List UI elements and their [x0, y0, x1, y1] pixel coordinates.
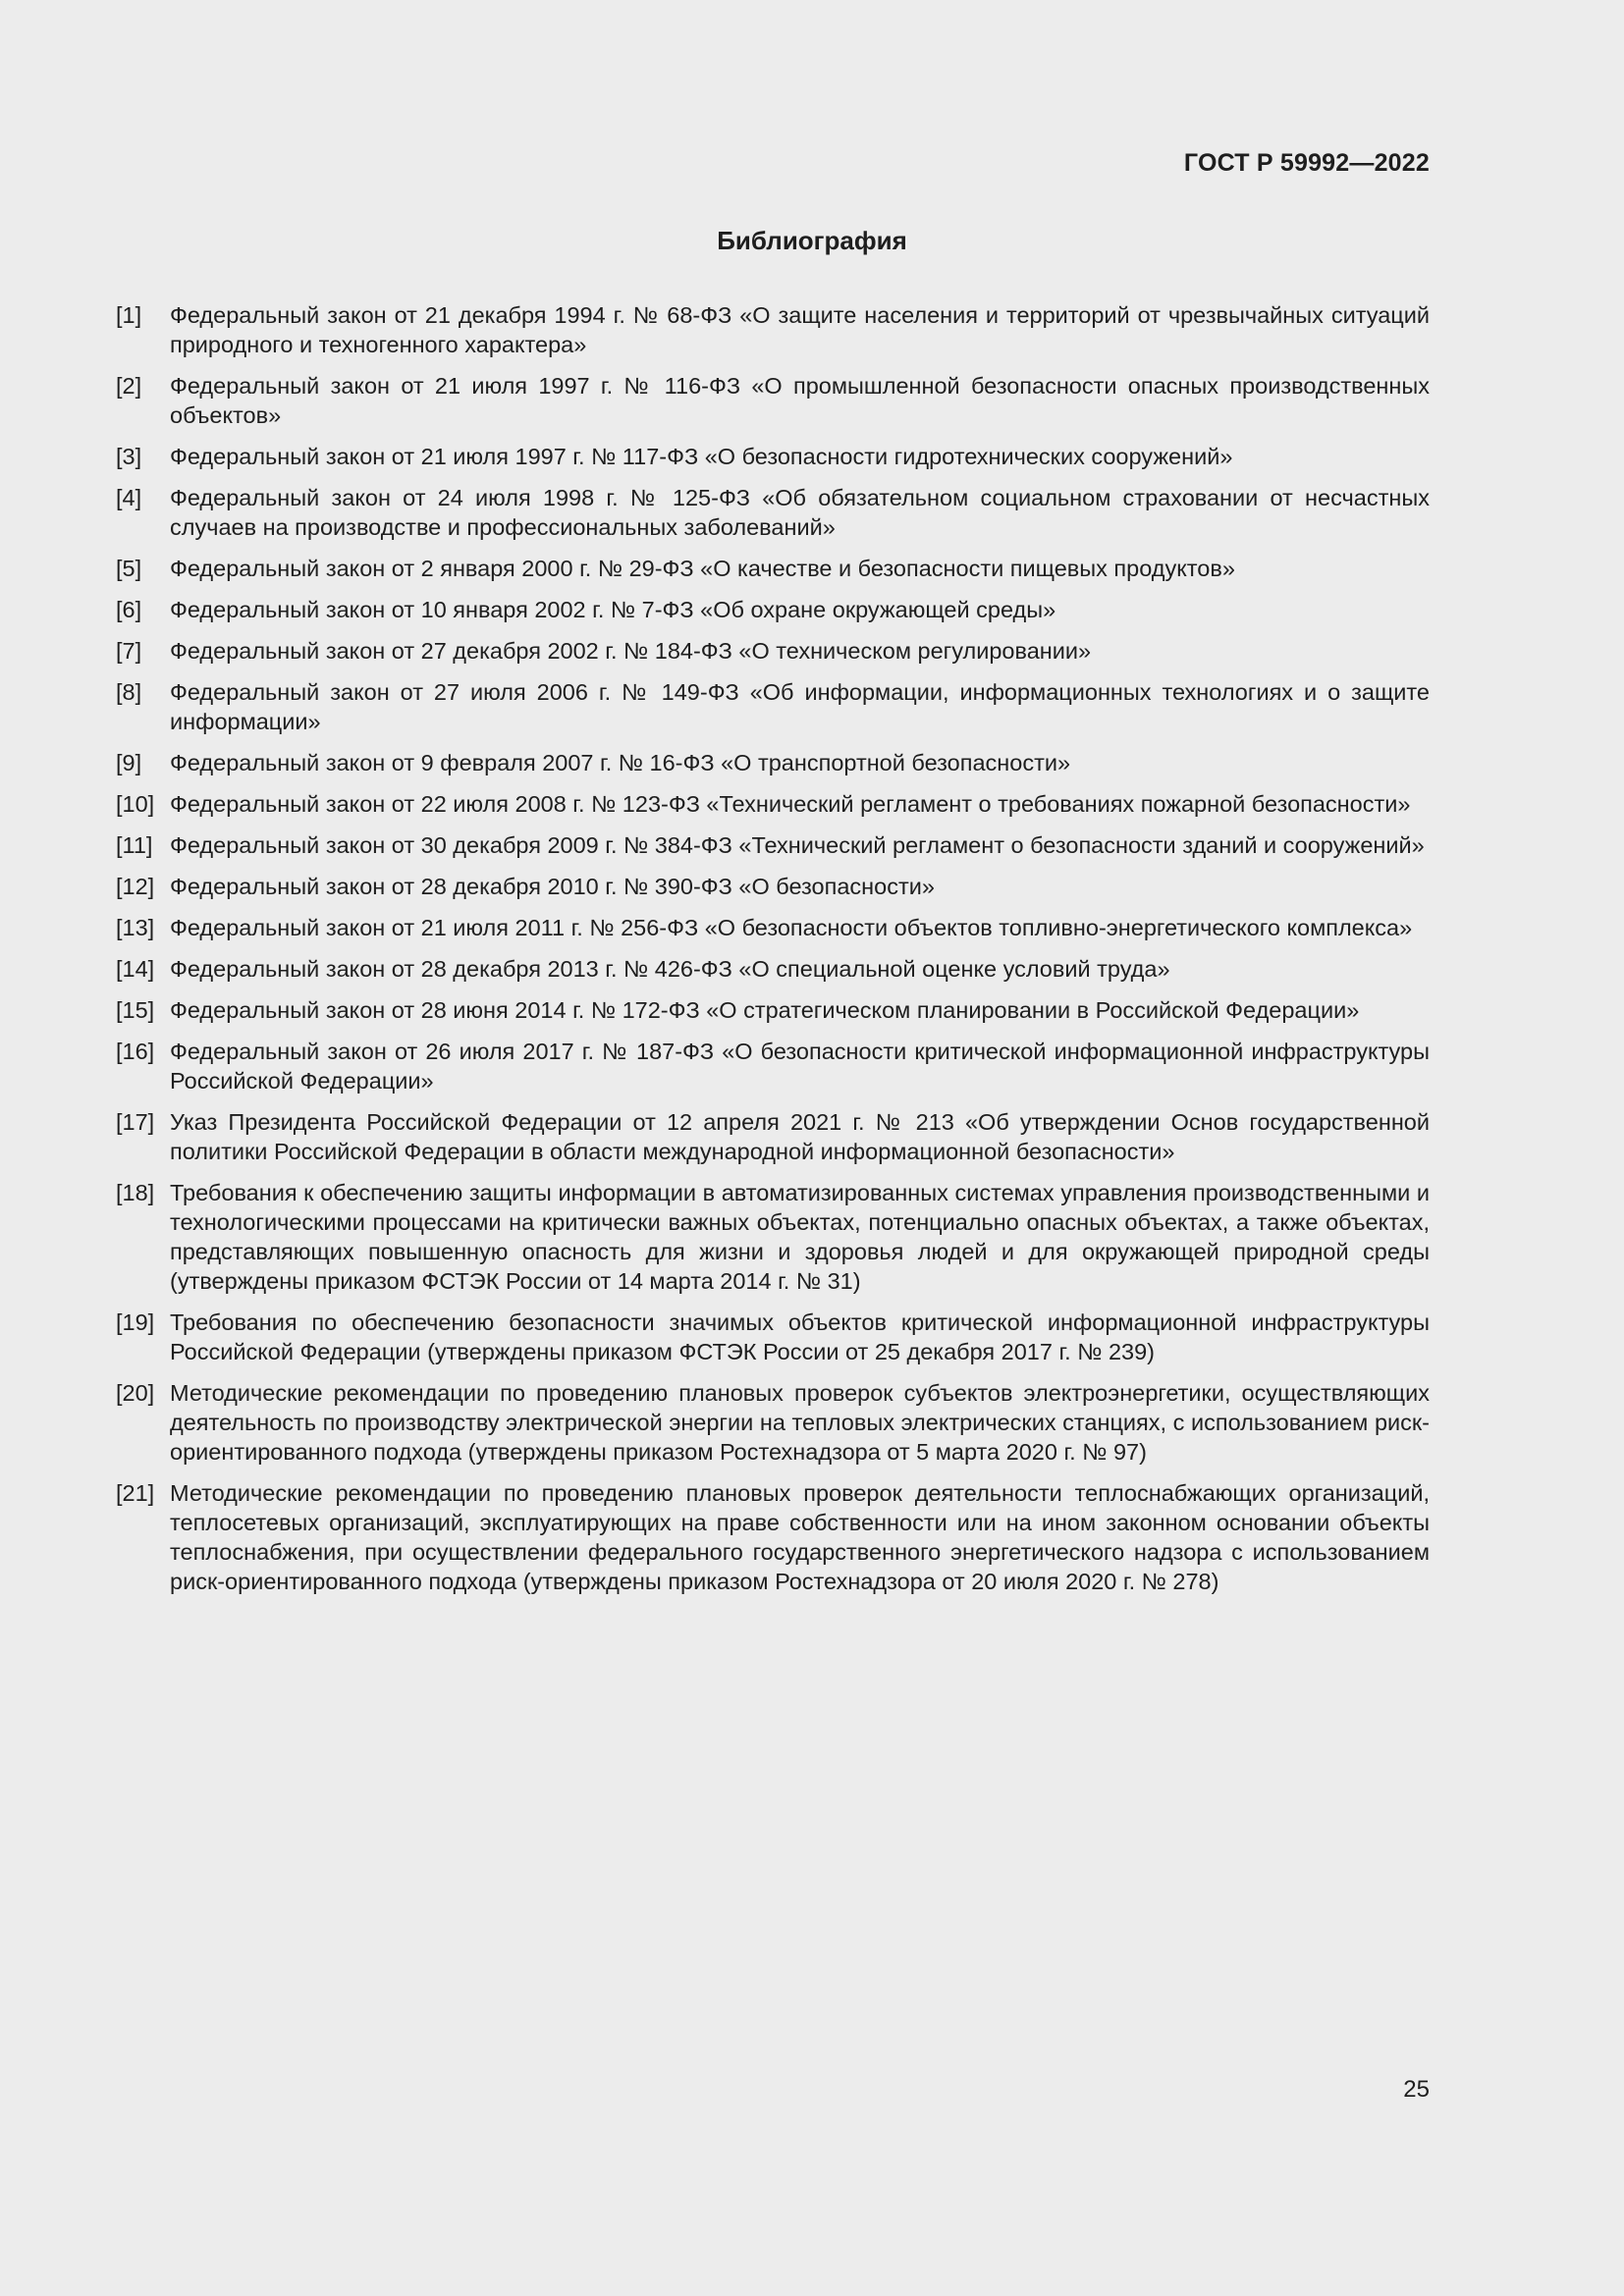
reference-number: [2] [116, 373, 142, 399]
reference-number: [1] [116, 302, 142, 328]
reference-text: Указ Президента Российской Федерации от 12 апреля 2021 г. № 213 «Об утверждении Основ государственной политики Российской Федерации в области международной информационной безопасности» [170, 1109, 1430, 1164]
reference-text: Методические рекомендации по проведению плановых проверок субъектов электроэнергетики, осуществляющих деятельность по производству электрической энергии на тепловых электрических станциях, с использованием риск-ориентированного подхода (утверждены приказом Ростехнадзора от 5 марта 2020 г. № 97) [170, 1380, 1430, 1465]
reference-text: Федеральный закон от 28 декабря 2010 г. № 390-ФЗ «О безопасности» [170, 874, 935, 899]
reference-text: Федеральный закон от 28 июня 2014 г. № 172-ФЗ «О стратегическом планировании в Российской Федерации» [170, 997, 1360, 1023]
reference-item [116, 748, 1430, 777]
reference-item [116, 954, 1430, 984]
reference-number: [21] [116, 1480, 155, 1506]
reference-item [116, 1037, 1430, 1095]
reference-item [116, 595, 1430, 624]
bibliography-list [116, 300, 1430, 1608]
reference-number: [13] [116, 915, 155, 940]
reference-number: [9] [116, 750, 142, 775]
reference-item [116, 995, 1430, 1025]
reference-item [116, 1378, 1430, 1467]
reference-text: Федеральный закон от 28 декабря 2013 г. № 426-ФЗ «О специальной оценке условий труда» [170, 956, 1170, 982]
reference-number: [16] [116, 1039, 155, 1064]
reference-number: [5] [116, 556, 142, 581]
reference-text: Федеральный закон от 21 июля 2011 г. № 256-ФЗ «О безопасности объектов топливно-энергетического комплекса» [170, 915, 1413, 940]
reference-item [116, 554, 1430, 583]
reference-text: Федеральный закон от 27 июля 2006 г. № 149-ФЗ «Об информации, информационных технологиях и о защите информации» [170, 679, 1430, 734]
reference-text: Федеральный закон от 10 января 2002 г. № 7-ФЗ «Об охране окружающей среды» [170, 597, 1056, 622]
reference-item [116, 789, 1430, 819]
reference-number: [4] [116, 485, 142, 510]
reference-item [116, 677, 1430, 736]
reference-text: Федеральный закон от 21 декабря 1994 г. № 68-ФЗ «О защите населения и территорий от чрезвычайных ситуаций природного и техногенного характера» [170, 302, 1430, 357]
reference-item [116, 830, 1430, 860]
reference-number: [11] [116, 832, 153, 858]
reference-number: [12] [116, 874, 155, 899]
reference-number: [17] [116, 1109, 155, 1135]
reference-text: Федеральный закон от 9 февраля 2007 г. № 16-ФЗ «О транспортной безопасности» [170, 750, 1071, 775]
reference-item [116, 442, 1430, 471]
document-header: ГОСТ Р 59992—2022 [1183, 149, 1430, 177]
reference-item [116, 872, 1430, 901]
reference-text: Методические рекомендации по проведению плановых проверок деятельности теплоснабжающих организаций, теплосетевых организаций, эксплуатирующих на праве собственности или на ином законном основании объекты теплоснабжения, при осуществлении федерального государственного энергетического надзора с использованием риск-ориентированного подхода (утверждены приказом Ростехнадзора от 20 июля 2020 г. № 278) [170, 1480, 1430, 1594]
reference-number: [10] [116, 791, 155, 817]
reference-text: Требования к обеспечению защиты информации в автоматизированных системах управления производственными и технологическими процессами на критически важных объектах, потенциально опасных объектах, а также объектах, представляющих повышенную опасность для жизни и здоровья людей и для окружающей природной среды (утверждены приказом ФСТЭК России от 14 марта 2014 г. № 31) [170, 1180, 1430, 1294]
reference-item [116, 371, 1430, 430]
reference-number: [3] [116, 444, 142, 469]
reference-text: Федеральный закон от 21 июля 1997 г. № 117-ФЗ «О безопасности гидротехнических сооружений» [170, 444, 1233, 469]
reference-text: Федеральный закон от 30 декабря 2009 г. № 384-ФЗ «Технический регламент о безопасности зданий и сооружений» [170, 832, 1425, 858]
reference-text: Федеральный закон от 26 июля 2017 г. № 187-ФЗ «О безопасности критической информационной инфраструктуры Российской Федерации» [170, 1039, 1430, 1094]
reference-item [116, 636, 1430, 666]
reference-number: [8] [116, 679, 142, 705]
reference-item [116, 1308, 1430, 1366]
reference-item [116, 483, 1430, 542]
reference-item [116, 1107, 1430, 1166]
reference-number: [6] [116, 597, 142, 622]
reference-number: [7] [116, 638, 142, 664]
reference-text: Федеральный закон от 2 января 2000 г. № 29-ФЗ «О качестве и безопасности пищевых продуктов» [170, 556, 1235, 581]
reference-text: Федеральный закон от 27 декабря 2002 г. № 184-ФЗ «О техническом регулировании» [170, 638, 1092, 664]
reference-number: [18] [116, 1180, 155, 1205]
reference-item [116, 1478, 1430, 1596]
reference-text: Требования по обеспечению безопасности значимых объектов критической информационной инфраструктуры Российской Федерации (утверждены приказом ФСТЭК России от 25 декабря 2017 г. № 239) [170, 1309, 1430, 1364]
reference-number: [14] [116, 956, 155, 982]
reference-text: Федеральный закон от 24 июля 1998 г. № 125-ФЗ «Об обязательном социальном страховании от несчастных случаев на производстве и профессиональных заболеваний» [170, 485, 1430, 540]
reference-text: Федеральный закон от 22 июля 2008 г. № 123-ФЗ «Технический регламент о требованиях пожарной безопасности» [170, 791, 1411, 817]
reference-item [116, 300, 1430, 359]
reference-number: [20] [116, 1380, 155, 1406]
page-title: Библиография [717, 226, 907, 255]
reference-item [116, 913, 1430, 942]
reference-text: Федеральный закон от 21 июля 1997 г. № 116-ФЗ «О промышленной безопасности опасных производственных объектов» [170, 373, 1430, 428]
reference-number: [19] [116, 1309, 155, 1335]
page-number: 25 [1403, 2076, 1430, 2103]
reference-item [116, 1178, 1430, 1296]
reference-number: [15] [116, 997, 155, 1023]
